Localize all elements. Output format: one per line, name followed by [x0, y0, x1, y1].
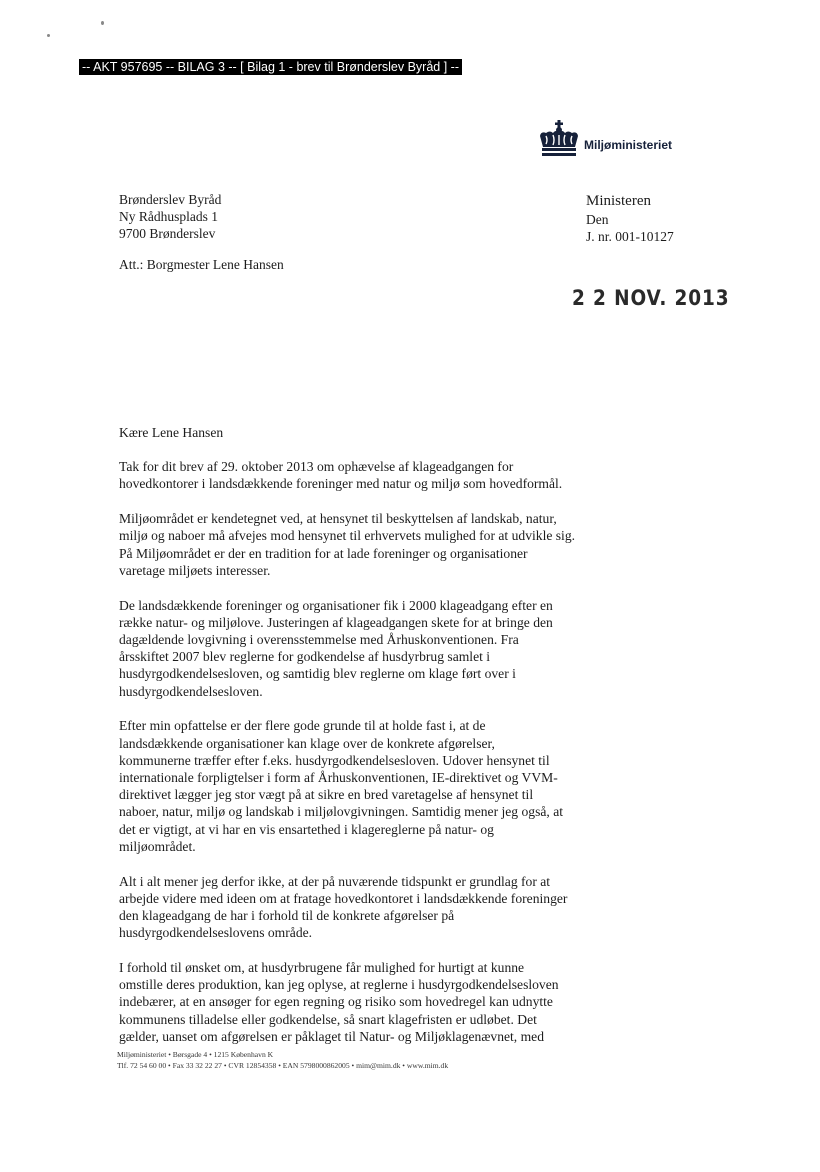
footer-contact: Tlf. 72 54 60 00 • Fax 33 32 22 27 • CVR 12854358 • EAN 5798000862005 • mim@mim.dk • www.mim.dk: [117, 1061, 449, 1070]
paragraph-line: miljøområdet.: [119, 838, 196, 854]
letter-body: [119, 424, 619, 1063]
document-header-bar: -- AKT 957695 -- BILAG 3 -- [ Bilag 1 - brev til Brønderslev Byråd ] --: [79, 59, 462, 75]
paragraph-line: Miljøområdet er kendetegnet ved, at hensynet til beskyttelsen af landskab, natur,: [119, 511, 557, 527]
paragraph: [119, 717, 619, 855]
paragraph-line: række natur- og miljølove. Justeringen af klageadgangen skete for at bringe den: [119, 614, 553, 630]
paragraph-line: I forhold til ønsket om, at husdyrbrugene får mulighed for hurtigt at kunne: [119, 960, 525, 976]
paragraph-line: kommunens tilladelse eller godkendelse, så snart klagefristen er udløbet. Det: [119, 1011, 537, 1027]
crown-icon: [537, 120, 581, 158]
paragraph-line: indebærer, at en ansøger for egen regning og risiko som hovedregel kan udnytte: [119, 994, 553, 1010]
sender-title: Ministeren: [586, 193, 651, 209]
sender-reference: [586, 191, 674, 245]
recipient-line: Ny Rådhusplads 1: [119, 209, 218, 224]
paragraph-line: det er vigtigt, at vi har en vis ensartethed i klagereglerne på natur- og: [119, 821, 494, 837]
paragraph-line: varetage miljøets interesser.: [119, 562, 271, 578]
paragraph-line: naboer, natur, miljø og landskab i miljølovgivningen. Samtidig mener jeg også, at: [119, 804, 564, 820]
recipient-address: [119, 191, 221, 242]
paragraph: [119, 510, 619, 579]
paragraph-line: På Miljøområdet er der en tradition for at lade foreninger og organisationer: [119, 545, 528, 561]
scan-speck: [47, 34, 50, 37]
paragraph-line: gælder, uanset om afgørelsen er påklaget til Natur- og Miljøklagenævnet, med: [119, 1028, 545, 1044]
paragraph: [119, 959, 619, 1045]
paragraph-line: De landsdækkende foreninger og organisationer fik i 2000 klageadgang efter en: [119, 597, 553, 613]
paragraph-line: omstille deres produktion, kan jeg oplyse, at reglerne i husdyrgodkendelsesloven: [119, 977, 559, 993]
paragraphs: [119, 458, 619, 1045]
attention-line: Att.: Borgmester Lene Hansen: [119, 257, 284, 272]
date-label: Den: [586, 212, 609, 227]
paragraph-line: årsskiftet 2007 blev reglerne for godkendelse af husdyrbrug samlet i: [119, 649, 491, 665]
paragraph-line: husdyrgodkendelsesloven.: [119, 683, 263, 699]
paragraph-line: arbejde videre med ideen om at fratage hovedkontoret i landsdækkende foreninger: [119, 890, 568, 906]
footer-address: Miljøministeriet • Børsgade 4 • 1215 København K: [117, 1050, 274, 1059]
paragraph: [119, 873, 619, 942]
paragraph-line: Efter min opfattelse er der flere gode grunde til at holde fast i, at de: [119, 718, 486, 734]
paragraph-line: miljø og naboer må afvejes mod hensynet til erhvervets mulighed for at udvikle sig.: [119, 528, 576, 544]
salutation: Kære Lene Hansen: [119, 425, 224, 440]
paragraph: [119, 458, 619, 492]
paragraph-line: landsdækkende organisationer kan klage over de konkrete afgørelser,: [119, 735, 495, 751]
paragraph-line: kommunerne træffer efter f.eks. husdyrgodkendelsesloven. Udover hensynet til: [119, 752, 550, 768]
paragraph-line: Tak for dit brev af 29. oktober 2013 om ophævelse af klageadgangen for: [119, 459, 514, 475]
logo-name: Miljøministeriet: [584, 138, 673, 152]
recipient-line: Brønderslev Byråd: [119, 192, 222, 207]
journal-number: J. nr. 001-10127: [586, 229, 674, 244]
paragraph-line: husdyrgodkendelsesloven, og samtidig blev reglerne om klage ført over i: [119, 666, 516, 682]
date-stamp: 2 2 NOV. 2013: [572, 286, 730, 310]
recipient-line: 9700 Brønderslev: [119, 226, 216, 241]
paragraph-line: husdyrgodkendelseslovens område.: [119, 925, 313, 941]
paragraph-line: den klageadgang de har i forhold til de konkrete afgørelser på: [119, 908, 455, 924]
paragraph-line: dagældende lovgivning i overensstemmelse med Århuskonventionen. Fra: [119, 632, 519, 648]
paragraph-line: internationale forpligtelser i form af Århuskonventionen, IE-direktivet og VVM-: [119, 770, 558, 786]
footer: [117, 1049, 448, 1071]
paragraph-line: Alt i alt mener jeg derfor ikke, at der på nuværende tidspunkt er grundlag for at: [119, 873, 551, 889]
paragraph-line: direktivet lægger jeg stor vægt på at sikre en bred varetagelse af hensynet til: [119, 787, 534, 803]
paragraph: [119, 597, 619, 700]
scan-speck: [101, 21, 104, 25]
paragraph-line: hovedkontorer i landsdækkende foreninger med natur og miljø som hovedformål.: [119, 476, 563, 492]
